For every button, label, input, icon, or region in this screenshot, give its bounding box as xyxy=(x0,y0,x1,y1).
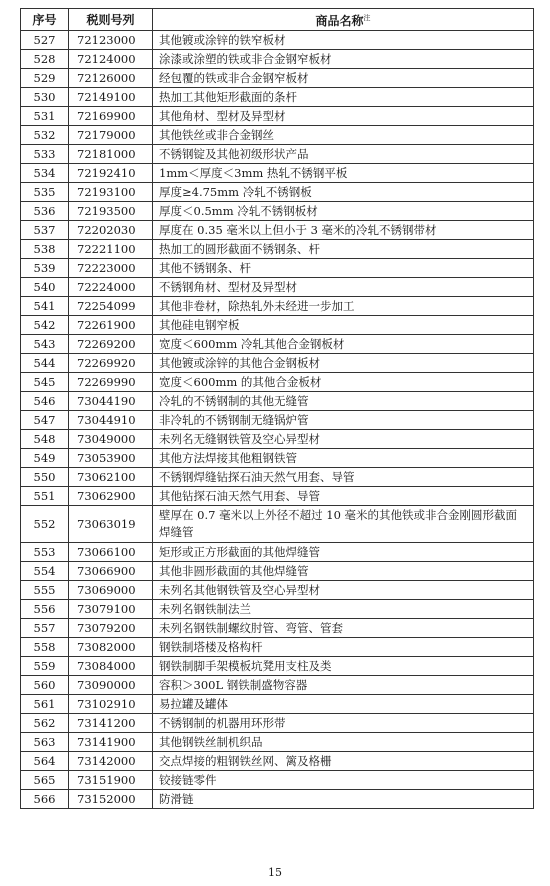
row-code: 72269200 xyxy=(69,335,153,354)
row-seq: 564 xyxy=(21,752,69,771)
row-code: 72179000 xyxy=(69,126,153,145)
row-code: 73069000 xyxy=(69,581,153,600)
table-row xyxy=(21,259,534,278)
row-code: 72126000 xyxy=(69,69,153,88)
table-row xyxy=(21,600,534,619)
row-seq: 533 xyxy=(21,145,69,164)
row-code: 72221100 xyxy=(69,240,153,259)
table-row xyxy=(21,733,534,752)
row-name: 涂漆或涂塑的铁或非合金钢窄板材 xyxy=(153,50,534,69)
row-name: 厚度在 0.35 毫米以上但小于 3 毫米的冷轧不锈钢带材 xyxy=(153,221,534,240)
row-seq: 547 xyxy=(21,411,69,430)
row-seq: 553 xyxy=(21,543,69,562)
header-name xyxy=(153,9,534,31)
row-name: 其他镀或涂锌的其他合金钢板材 xyxy=(153,354,534,373)
row-seq: 549 xyxy=(21,449,69,468)
row-name: 其他方法焊接其他粗钢铁管 xyxy=(153,449,534,468)
row-name: 热加工的圆形截面不锈钢条、杆 xyxy=(153,240,534,259)
table-row xyxy=(21,69,534,88)
row-code: 73044910 xyxy=(69,411,153,430)
row-name: 不锈钢制的机器用环形带 xyxy=(153,714,534,733)
row-seq: 545 xyxy=(21,373,69,392)
row-name: 其他角材、型材及异型材 xyxy=(153,107,534,126)
table-row xyxy=(21,790,534,809)
row-name: 矩形或正方形截面的其他焊缝管 xyxy=(153,543,534,562)
table-row xyxy=(21,335,534,354)
table-row xyxy=(21,411,534,430)
row-seq: 540 xyxy=(21,278,69,297)
row-name: 未列名其他钢铁管及空心异型材 xyxy=(153,581,534,600)
table-row xyxy=(21,468,534,487)
table-row xyxy=(21,107,534,126)
row-seq: 551 xyxy=(21,487,69,506)
row-seq: 563 xyxy=(21,733,69,752)
row-code: 73066900 xyxy=(69,562,153,581)
row-name: 非冷轧的不锈钢制无缝锅炉管 xyxy=(153,411,534,430)
row-code: 72254099 xyxy=(69,297,153,316)
row-code: 73141900 xyxy=(69,733,153,752)
row-name: 未列名无缝钢铁管及空心异型材 xyxy=(153,430,534,449)
row-seq: 539 xyxy=(21,259,69,278)
row-seq: 557 xyxy=(21,619,69,638)
row-name: 钢铁制脚手架模板坑凳用支柱及类 xyxy=(153,657,534,676)
row-seq: 534 xyxy=(21,164,69,183)
table-row xyxy=(21,297,534,316)
row-name: 不锈钢角材、型材及异型材 xyxy=(153,278,534,297)
row-name: 其他钢铁丝制机织品 xyxy=(153,733,534,752)
table-row xyxy=(21,657,534,676)
table-row xyxy=(21,373,534,392)
row-seq: 529 xyxy=(21,69,69,88)
row-code: 73152000 xyxy=(69,790,153,809)
row-name: 其他钻探石油天然气用套、导管 xyxy=(153,487,534,506)
table-row xyxy=(21,221,534,240)
row-code: 72261900 xyxy=(69,316,153,335)
row-seq: 531 xyxy=(21,107,69,126)
row-seq: 560 xyxy=(21,676,69,695)
row-code: 73141200 xyxy=(69,714,153,733)
row-name: 其他非卷材，除热轧外未经进一步加工 xyxy=(153,297,534,316)
row-name: 宽度＜600mm 冷轧其他合金钢板材 xyxy=(153,335,534,354)
table-row xyxy=(21,543,534,562)
table-row xyxy=(21,695,534,714)
row-seq: 543 xyxy=(21,335,69,354)
table-row xyxy=(21,449,534,468)
row-seq: 542 xyxy=(21,316,69,335)
row-code: 73053900 xyxy=(69,449,153,468)
row-seq: 558 xyxy=(21,638,69,657)
row-name: 防滑链 xyxy=(153,790,534,809)
row-name: 壁厚在 0.7 毫米以上外径不超过 10 毫米的其他铁或非合金刚圆形截面焊缝管 xyxy=(153,506,534,543)
table-row xyxy=(21,126,534,145)
row-seq: 535 xyxy=(21,183,69,202)
table-row xyxy=(21,316,534,335)
table-row xyxy=(21,619,534,638)
row-seq: 559 xyxy=(21,657,69,676)
table-row xyxy=(21,392,534,411)
row-code: 72223000 xyxy=(69,259,153,278)
row-name: 未列名钢铁制法兰 xyxy=(153,600,534,619)
row-name: 厚度≥4.75mm 冷轧不锈钢板 xyxy=(153,183,534,202)
row-name: 铰接链零件 xyxy=(153,771,534,790)
row-code: 73142000 xyxy=(69,752,153,771)
row-name: 其他硅电钢窄板 xyxy=(153,316,534,335)
row-name: 交点焊接的粗钢铁丝网、篱及格栅 xyxy=(153,752,534,771)
row-code: 72202030 xyxy=(69,221,153,240)
row-name: 易拉罐及罐体 xyxy=(153,695,534,714)
row-code: 73102910 xyxy=(69,695,153,714)
row-seq: 530 xyxy=(21,88,69,107)
row-code: 72181000 xyxy=(69,145,153,164)
row-seq: 541 xyxy=(21,297,69,316)
row-code: 72192410 xyxy=(69,164,153,183)
table-row xyxy=(21,88,534,107)
row-seq: 538 xyxy=(21,240,69,259)
row-name: 容积＞300L 钢铁制盛物容器 xyxy=(153,676,534,695)
table-row xyxy=(21,638,534,657)
row-code: 72124000 xyxy=(69,50,153,69)
row-name: 其他非圆形截面的其他焊缝管 xyxy=(153,562,534,581)
table-row xyxy=(21,354,534,373)
row-seq: 565 xyxy=(21,771,69,790)
header-name-note: 注 xyxy=(363,14,371,22)
row-code: 72123000 xyxy=(69,31,153,50)
table-row xyxy=(21,145,534,164)
table-row xyxy=(21,506,534,543)
row-code: 73062900 xyxy=(69,487,153,506)
row-seq: 544 xyxy=(21,354,69,373)
row-code: 73090000 xyxy=(69,676,153,695)
row-name: 其他不锈钢条、杆 xyxy=(153,259,534,278)
page-number: 15 xyxy=(268,866,282,879)
row-seq: 561 xyxy=(21,695,69,714)
table-row xyxy=(21,50,534,69)
row-seq: 548 xyxy=(21,430,69,449)
row-name: 不锈钢锭及其他初级形状产品 xyxy=(153,145,534,164)
row-seq: 527 xyxy=(21,31,69,50)
header-row xyxy=(21,9,534,31)
table-row xyxy=(21,278,534,297)
table-row xyxy=(21,31,534,50)
table-row xyxy=(21,430,534,449)
row-seq: 537 xyxy=(21,221,69,240)
row-name: 冷轧的不锈钢制的其他无缝管 xyxy=(153,392,534,411)
row-name: 厚度＜0.5mm 冷轧不锈钢板材 xyxy=(153,202,534,221)
row-code: 73049000 xyxy=(69,430,153,449)
header-code: 税则号列 xyxy=(69,9,153,31)
row-code: 72169900 xyxy=(69,107,153,126)
tariff-table xyxy=(20,8,534,809)
row-seq: 566 xyxy=(21,790,69,809)
row-code: 72269920 xyxy=(69,354,153,373)
row-code: 73151900 xyxy=(69,771,153,790)
row-seq: 550 xyxy=(21,468,69,487)
row-name: 未列名钢铁制螺纹肘管、弯管、管套 xyxy=(153,619,534,638)
row-code: 72149100 xyxy=(69,88,153,107)
table-row xyxy=(21,752,534,771)
row-name: 热加工其他矩形截面的条杆 xyxy=(153,88,534,107)
row-code: 73079100 xyxy=(69,600,153,619)
row-code: 72193500 xyxy=(69,202,153,221)
table-row xyxy=(21,562,534,581)
row-code: 72269990 xyxy=(69,373,153,392)
table-body xyxy=(21,31,534,809)
row-code: 73062100 xyxy=(69,468,153,487)
table-row xyxy=(21,487,534,506)
row-seq: 552 xyxy=(21,506,69,543)
table-row xyxy=(21,676,534,695)
row-code: 73082000 xyxy=(69,638,153,657)
row-name: 钢铁制塔楼及格构杆 xyxy=(153,638,534,657)
row-seq: 546 xyxy=(21,392,69,411)
row-code: 73063019 xyxy=(69,506,153,543)
header-seq: 序号 xyxy=(21,9,69,31)
table-row xyxy=(21,771,534,790)
row-code: 73066100 xyxy=(69,543,153,562)
row-name: 其他铁丝或非合金钢丝 xyxy=(153,126,534,145)
row-seq: 536 xyxy=(21,202,69,221)
row-name: 1mm＜厚度＜3mm 热轧不锈钢平板 xyxy=(153,164,534,183)
row-code: 72224000 xyxy=(69,278,153,297)
row-name: 不锈钢焊缝钻探石油天然气用套、导管 xyxy=(153,468,534,487)
table-row xyxy=(21,240,534,259)
table-row xyxy=(21,202,534,221)
row-code: 73044190 xyxy=(69,392,153,411)
table-header xyxy=(21,9,534,31)
table-row xyxy=(21,183,534,202)
row-name: 经包覆的铁或非合金钢窄板材 xyxy=(153,69,534,88)
row-seq: 555 xyxy=(21,581,69,600)
row-code: 72193100 xyxy=(69,183,153,202)
row-name: 宽度＜600mm 的其他合金板材 xyxy=(153,373,534,392)
header-name-label: 商品名称 xyxy=(315,14,364,28)
row-seq: 532 xyxy=(21,126,69,145)
row-seq: 554 xyxy=(21,562,69,581)
table-row xyxy=(21,164,534,183)
row-seq: 556 xyxy=(21,600,69,619)
row-code: 73084000 xyxy=(69,657,153,676)
table-row xyxy=(21,581,534,600)
row-seq: 528 xyxy=(21,50,69,69)
row-name: 其他镀或涂锌的铁窄板材 xyxy=(153,31,534,50)
row-seq: 562 xyxy=(21,714,69,733)
table-row xyxy=(21,714,534,733)
row-code: 73079200 xyxy=(69,619,153,638)
